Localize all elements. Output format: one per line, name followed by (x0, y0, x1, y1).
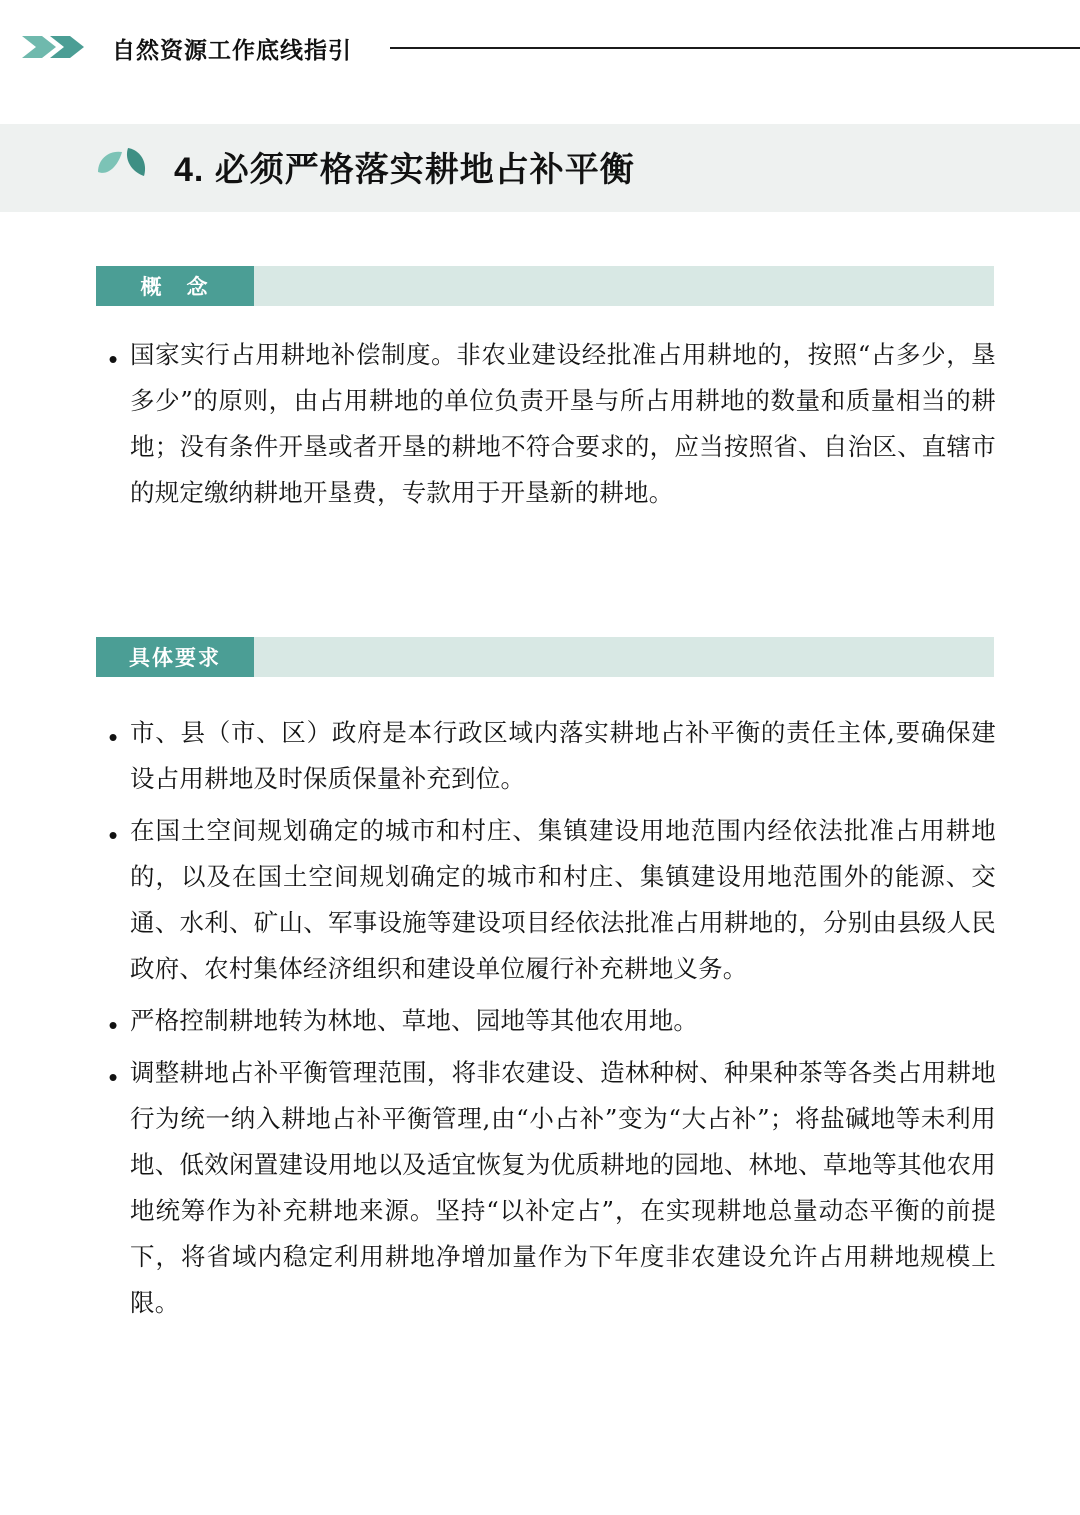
section-heading: 4. 必须严格落实耕地占补平衡 (174, 151, 635, 189)
list-item (96, 1050, 996, 1326)
header-title: 自然资源工作底线指引 (112, 37, 352, 63)
subheading-bar (254, 637, 994, 677)
subheading-bar (254, 266, 994, 306)
section-title-band (0, 124, 1080, 212)
chevron-right-icon (50, 36, 84, 58)
header-divider (390, 47, 1080, 49)
list-item-text: 市、县（市、区）政府是本行政区域内落实耕地占补平衡的责任主体,要确保建设占用耕地及时保质保量补充到位。 (130, 718, 996, 793)
list-item (96, 332, 996, 516)
list-item (96, 808, 996, 992)
concept-list (96, 332, 996, 522)
list-item (96, 998, 996, 1044)
page-header (0, 0, 1080, 92)
list-item-text: 国家实行占用耕地补偿制度。非农业建设经批准占用耕地的，按照“占多少，垦多少”的原则，由占用耕地的单位负责开垦与所占用耕地的数量和质量相当的耕地；没有条件开垦或者开垦的耕地不符合要求的，应当按照省、自治区、直辖市的规定缴纳耕地开垦费，专款用于开垦新的耕地。 (130, 340, 996, 507)
bullet-glyph: • (108, 344, 118, 374)
list-item (96, 710, 996, 802)
subheading-tag-label: 概 念 (96, 266, 254, 306)
bullet-glyph: • (108, 722, 118, 752)
leaf-icon (92, 142, 162, 194)
bullet-glyph: • (108, 1062, 118, 1092)
subheading-tag-label: 具体要求 (96, 637, 254, 677)
subheading-requirements (96, 637, 994, 677)
bullet-glyph: • (108, 1010, 118, 1040)
list-item-text: 在国土空间规划确定的城市和村庄、集镇建设用地范围内经依法批准占用耕地的，以及在国土空间规划确定的城市和村庄、集镇建设用地范围外的能源、交通、水利、矿山、军事设施等建设项目经依法批准占用耕地的，分别由县级人民政府、农村集体经济组织和建设单位履行补充耕地义务。 (130, 816, 996, 983)
header-arrow-group (22, 36, 78, 58)
requirements-list (96, 710, 996, 1332)
bullet-glyph: • (108, 820, 118, 850)
list-item-text: 严格控制耕地转为林地、草地、园地等其他农用地。 (130, 1006, 699, 1035)
list-item-text: 调整耕地占补平衡管理范围，将非农建设、造林种树、种果种茶等各类占用耕地行为统一纳入耕地占补平衡管理,由“小占补”变为“大占补”；将盐碱地等未利用地、低效闲置建设用地以及适宜恢复为优质耕地的园地、林地、草地等其他农用地统筹作为补充耕地来源。坚持“以补定占”，在实现耕地总量动态平衡的前提下，将省域内稳定利用耕地净增加量作为下年度非农建设允许占用耕地规模上限。 (130, 1058, 996, 1317)
subheading-concept (96, 266, 994, 306)
